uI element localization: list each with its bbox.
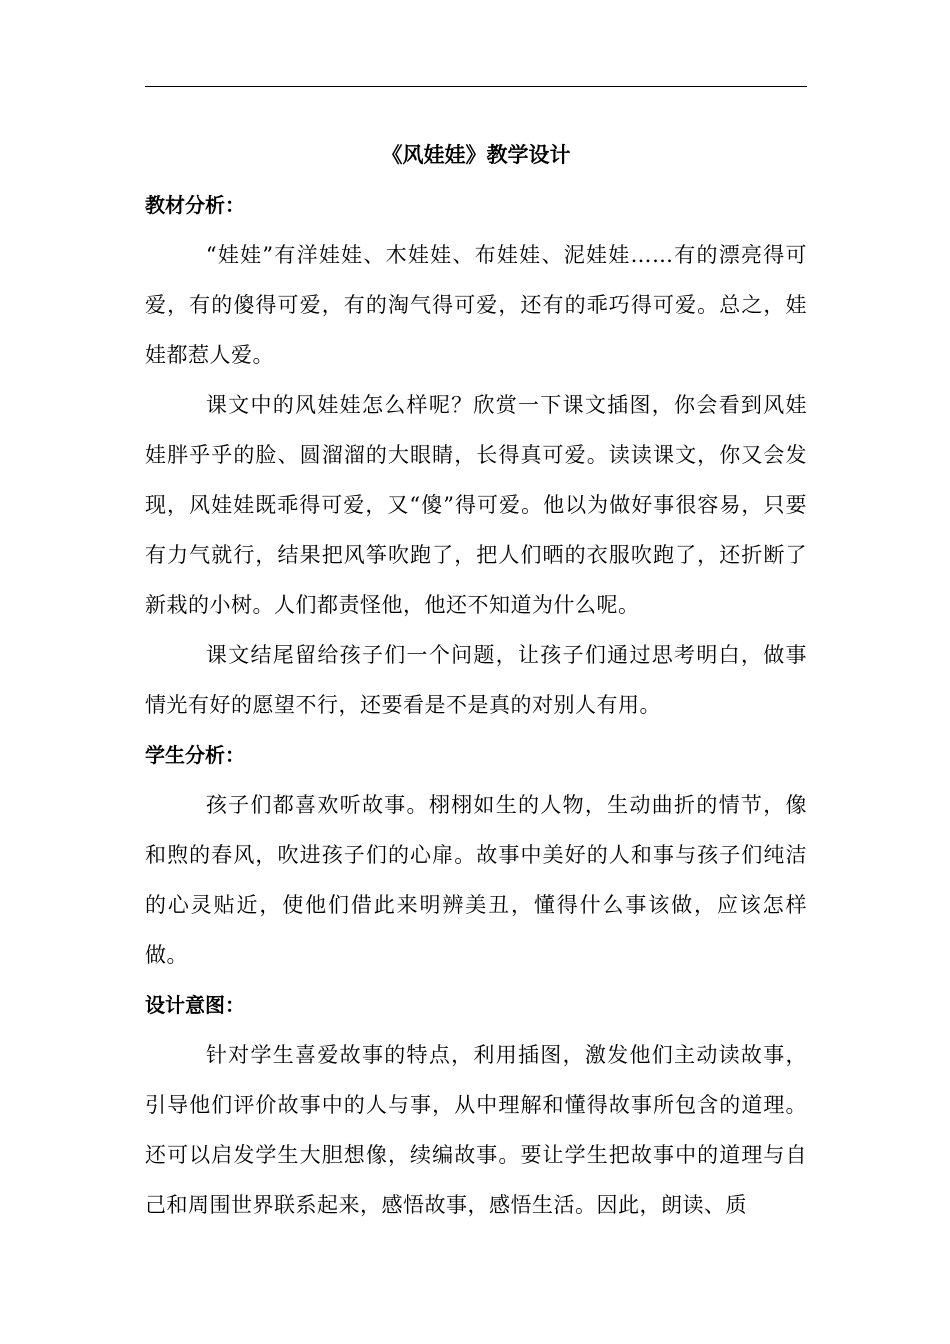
document-body [145,130,807,1230]
paragraph: 课文中的风娃娃怎么样呢？欣赏一下课文插图，你会看到风娃娃胖乎乎的脸、圆溜溜的大眼睛，长得真可爱。读读课文，你又会发现，风娃娃既乖得可爱，又“傻”得可爱。他以为做好事很容易，只要有力气就行，结果把风筝吹跑了，把人们晒的衣服吹跑了，还折断了新栽的小树。人们都责怪他，他还不知道为什么呢。 [145,393,807,617]
section-heading: 学生分析： [145,743,245,767]
paragraph: 课文结尾留给孩子们一个问题，让孩子们通过思考明白，做事情光有好的愿望不行，还要看是不是真的对别人有用。 [145,643,807,717]
section-design-intent [145,980,807,1230]
section-heading: 设计意图： [145,993,245,1017]
section-student-analysis [145,730,807,980]
paragraph: “娃娃”有洋娃娃、木娃娃、布娃娃、泥娃娃……有的漂亮得可爱，有的傻得可爱，有的淘气得可爱，还有的乖巧得可爱。总之，娃娃都惹人爱。 [145,243,807,367]
paragraph: 针对学生喜爱故事的特点，利用插图，激发他们主动读故事，引导他们评价故事中的人与事，从中理解和懂得故事所包含的道理。还可以启发学生大胆想像，续编故事。要让学生把故事中的道理与自己和周围世界联系起来，感悟故事，感悟生活。因此，朗读、质 [145,1043,807,1217]
paragraph: 孩子们都喜欢听故事。栩栩如生的人物，生动曲折的情节，像和煦的春风，吹进孩子们的心扉。故事中美好的人和事与孩子们纯洁的心灵贴近，使他们借此来明辨美丑，懂得什么事该做，应该怎样做。 [145,793,807,967]
section-heading: 教材分析： [145,193,245,217]
document-title: 《风娃娃》教学设计 [381,143,571,167]
header-rule [145,86,807,87]
section-textbook-analysis [145,180,807,730]
